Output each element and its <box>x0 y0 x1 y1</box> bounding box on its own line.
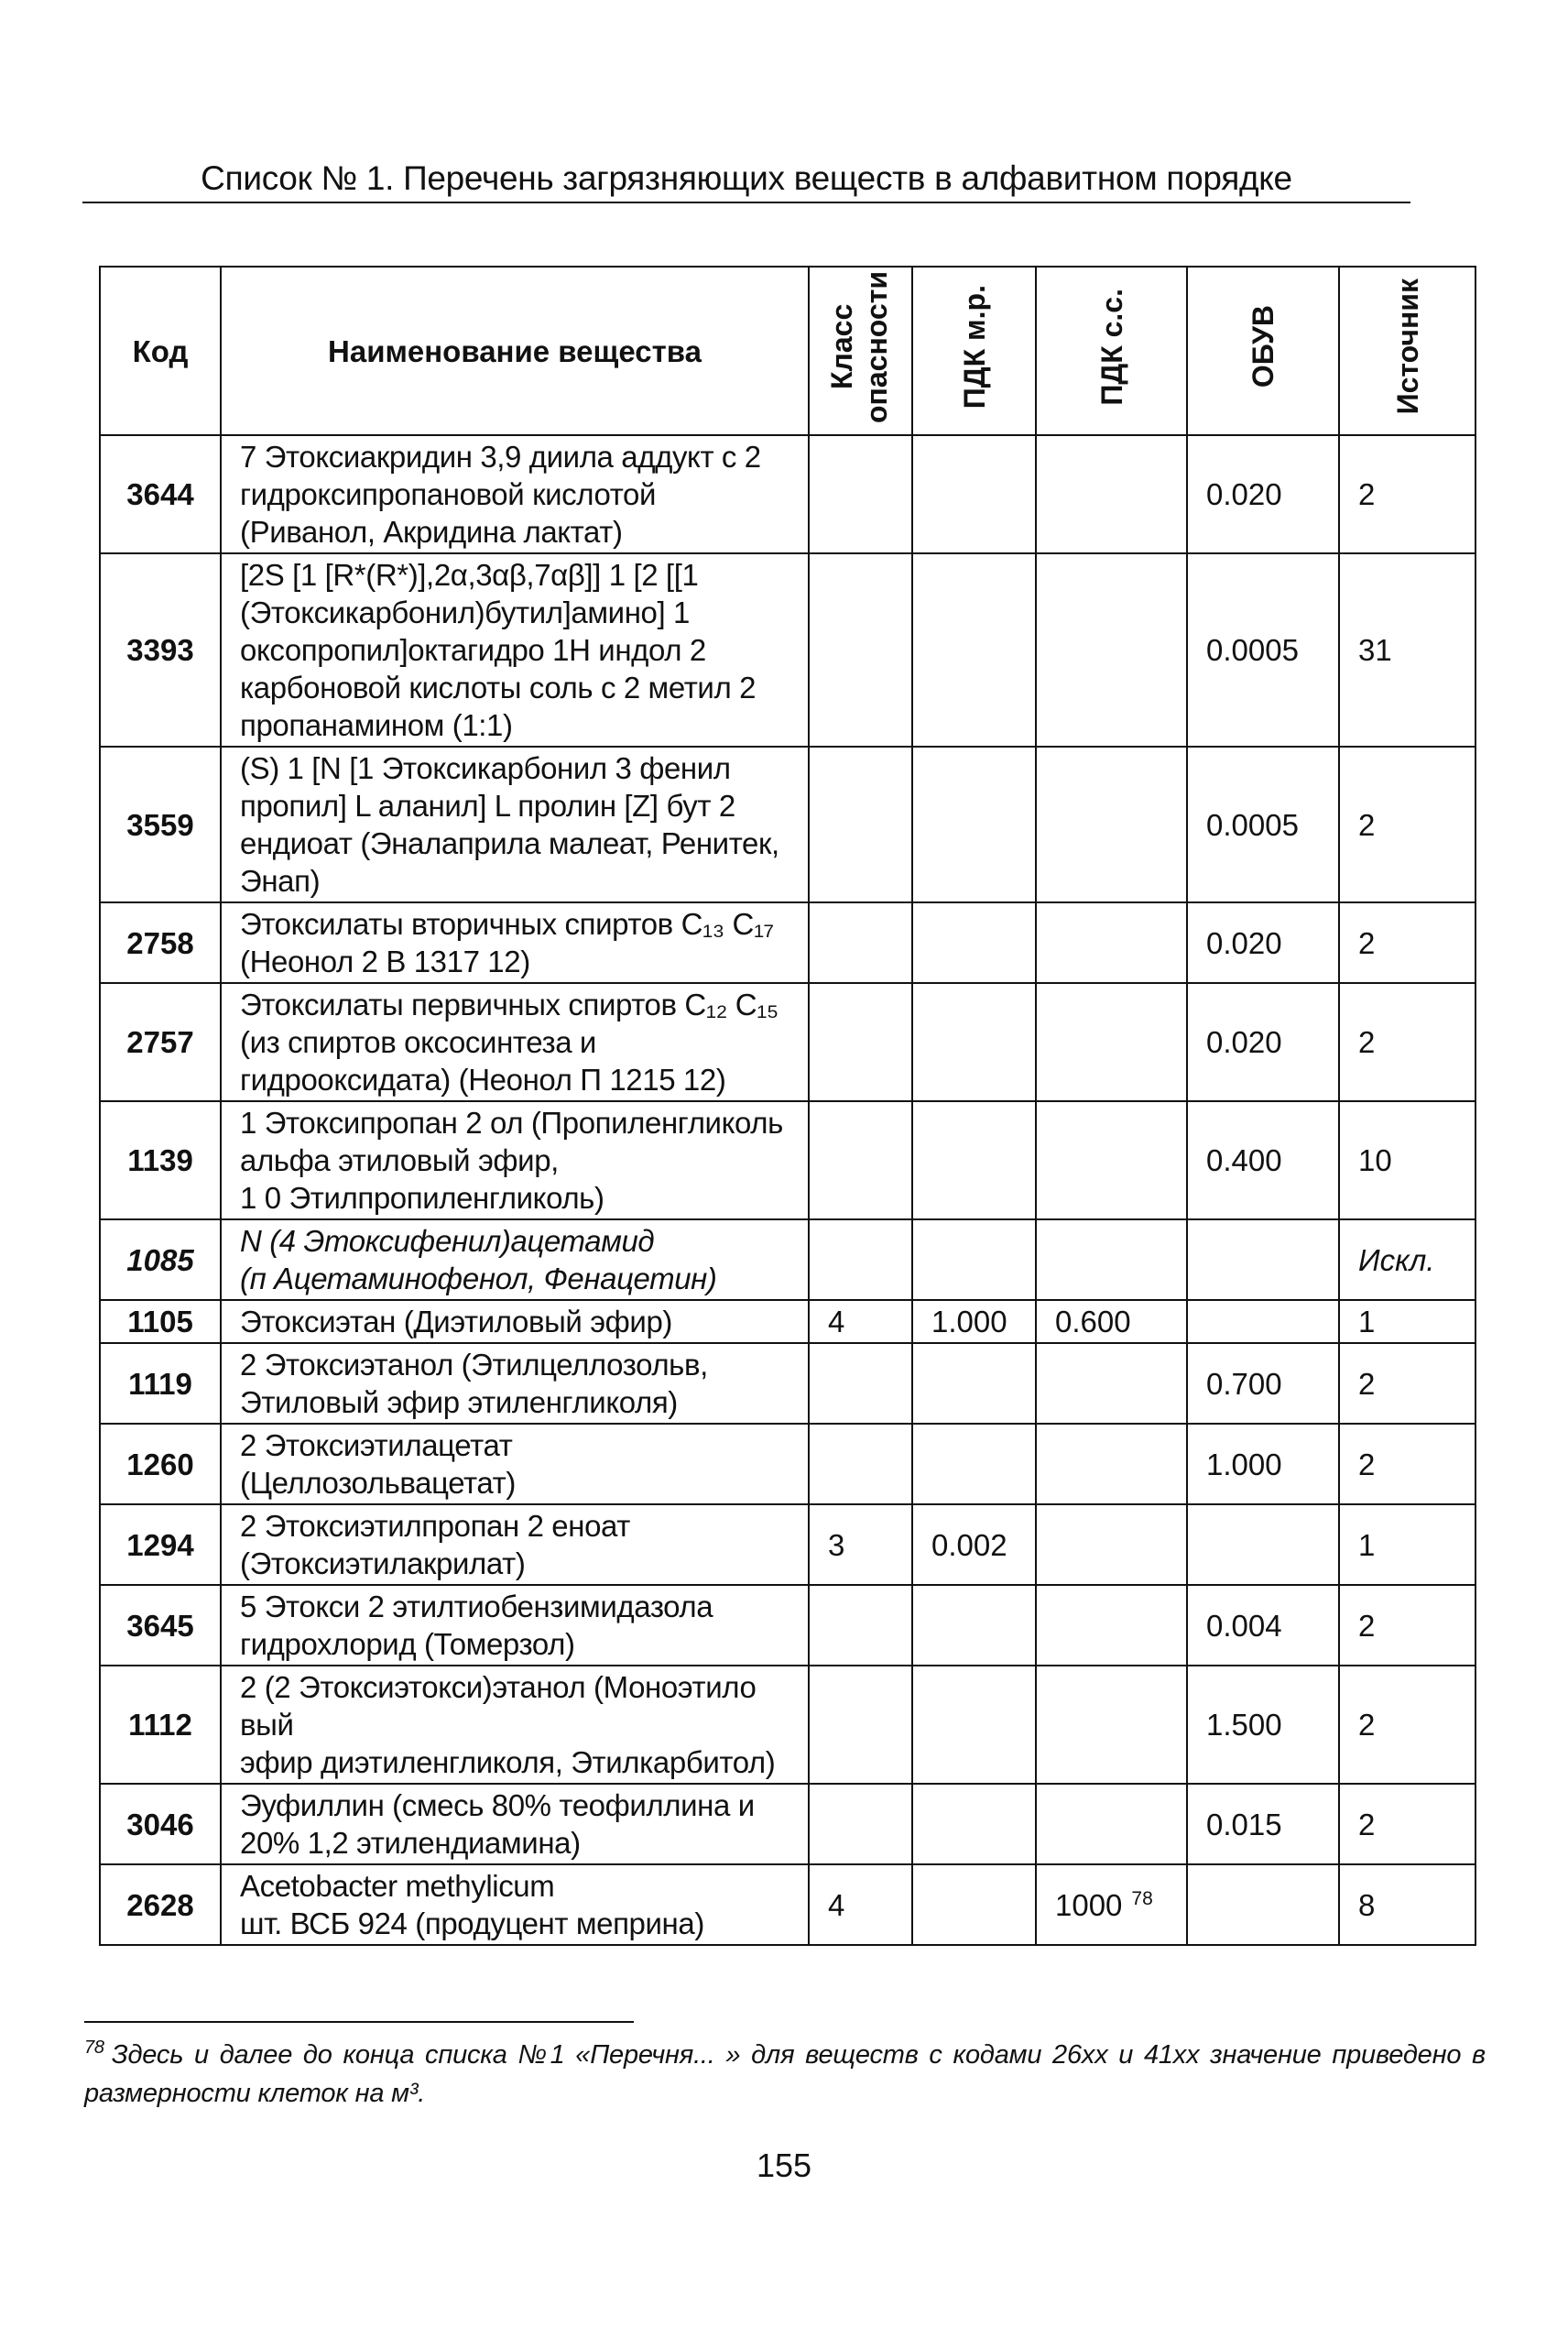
cell-name-line: Acetobacter methylicum <box>240 1869 555 1903</box>
cell-hazard-class <box>809 1424 912 1504</box>
cell-name <box>221 1585 809 1666</box>
cell-source <box>1339 1300 1475 1343</box>
header-obuv <box>1187 267 1339 435</box>
table-row <box>100 1784 1475 1864</box>
cell-value: 0.600 <box>1055 1305 1131 1338</box>
cell-value: 1.000 <box>931 1305 1007 1338</box>
page-title: Список № 1. Перечень загрязняющих веществ в алфавитном порядке <box>201 159 1292 197</box>
table-row <box>100 983 1475 1101</box>
cell-value: 8 <box>1358 1887 1376 1922</box>
cell-obuv <box>1187 1343 1339 1424</box>
cell-pdk-ss <box>1036 435 1187 553</box>
cell-name-line: (Этоксикарбонил)бутил]амино] 1 <box>240 595 690 629</box>
cell-obuv <box>1187 1300 1339 1343</box>
page-number: 155 <box>756 2147 812 2184</box>
cell-pdk-mr <box>912 1504 1036 1585</box>
cell-name-line: Энап) <box>240 864 321 898</box>
table-row <box>100 553 1475 747</box>
cell-hazard-class <box>809 1585 912 1666</box>
cell-value: 2 <box>1358 807 1376 842</box>
cell-obuv <box>1187 1585 1339 1666</box>
cell-code: 3644 <box>100 435 221 553</box>
cell-value: 2 <box>1358 1025 1376 1059</box>
cell-name-line: 2 Этоксиэтилацетат (Целлозольвацетат) <box>240 1428 516 1500</box>
cell-source <box>1339 983 1475 1101</box>
cell-pdk-ss <box>1036 1343 1187 1424</box>
cell-name <box>221 553 809 747</box>
cell-name <box>221 435 809 553</box>
cell-name <box>221 1343 809 1424</box>
header-hazard-class-label: Класс опасности <box>824 270 893 423</box>
cell-pdk-ss <box>1036 1864 1187 1945</box>
cell-obuv <box>1187 983 1339 1101</box>
cell-obuv <box>1187 1101 1339 1219</box>
cell-name-line: 20% 1,2 этилендиамина) <box>240 1826 581 1860</box>
table-header-row <box>100 267 1475 435</box>
cell-value: 0.0005 <box>1206 633 1299 667</box>
cell-value: 0.020 <box>1206 925 1282 960</box>
cell-pdk-ss <box>1036 1666 1187 1784</box>
table-row <box>100 1585 1475 1666</box>
cell-hazard-class <box>809 1784 912 1864</box>
header-code: Код <box>100 267 221 435</box>
cell-name-line: N (4 Этоксифенил)ацетамид <box>240 1224 655 1258</box>
table-row <box>100 747 1475 902</box>
cell-name-line: Этоксилаты вторичных спиртов C₁₃ C₁₇ <box>240 907 774 941</box>
cell-value: 3 <box>828 1527 845 1562</box>
cell-name-line: гидроксипропановой кислотой <box>240 477 657 511</box>
cell-pdk-mr <box>912 1219 1036 1300</box>
table-row <box>100 1864 1475 1945</box>
cell-hazard-class <box>809 1343 912 1424</box>
table-row <box>100 435 1475 553</box>
cell-name-line: 1 0 Этилпропиленгликоль) <box>240 1181 604 1215</box>
cell-value: 4 <box>828 1887 845 1922</box>
cell-pdk-mr <box>912 1585 1036 1666</box>
cell-code: 1112 <box>100 1666 221 1784</box>
cell-obuv <box>1187 747 1339 902</box>
cell-name-line: оксопропил]октагидро 1H индол 2 <box>240 633 706 667</box>
cell-name <box>221 1504 809 1585</box>
cell-source <box>1339 1666 1475 1784</box>
cell-hazard-class <box>809 1300 912 1343</box>
cell-value: 0.400 <box>1206 1143 1282 1177</box>
table-row <box>100 1300 1475 1343</box>
header-hazard-class <box>809 267 912 435</box>
cell-value: 2 <box>1358 1807 1376 1841</box>
cell-pdk-mr <box>912 902 1036 983</box>
cell-source <box>1339 747 1475 902</box>
cell-code: 1085 <box>100 1219 221 1300</box>
cell-code: 1294 <box>100 1504 221 1585</box>
table-row <box>100 1424 1475 1504</box>
cell-pdk-ss <box>1036 1585 1187 1666</box>
header-pdk-mr-label: ПДК м.р. <box>957 284 991 410</box>
cell-value: 4 <box>828 1305 845 1338</box>
cell-pdk-mr <box>912 1101 1036 1219</box>
header-source-label: Источник <box>1390 279 1424 415</box>
cell-name-line: (Риванол, Акридина лактат) <box>240 515 623 549</box>
cell-name <box>221 1666 809 1784</box>
footnote-mark: 78 <box>84 2037 104 2058</box>
cell-pdk-ss <box>1036 902 1187 983</box>
table-row <box>100 1504 1475 1585</box>
cell-code: 3393 <box>100 553 221 747</box>
cell-name <box>221 983 809 1101</box>
header-source <box>1339 267 1475 435</box>
cell-name-line: пропанамином (1:1) <box>240 708 513 742</box>
cell-obuv <box>1187 1504 1339 1585</box>
cell-value: 0.700 <box>1206 1366 1282 1401</box>
cell-name <box>221 1300 809 1343</box>
cell-name <box>221 1219 809 1300</box>
cell-hazard-class <box>809 902 912 983</box>
cell-value: 2 <box>1358 1708 1376 1742</box>
cell-name-line: шт. ВСБ 924 (продуцент меприна) <box>240 1906 704 1940</box>
cell-name-line: гидрохлорид (Томерзол) <box>240 1627 575 1661</box>
cell-value: 2 <box>1358 1608 1376 1643</box>
cell-pdk-mr <box>912 1666 1036 1784</box>
cell-pdk-mr <box>912 1424 1036 1504</box>
cell-value: 1000 <box>1055 1887 1123 1922</box>
footnote-reference: 78 <box>1131 1887 1153 1909</box>
cell-name-line: ендиоат (Эналаприла малеат, Ренитек, <box>240 826 779 860</box>
title-divider <box>82 202 1410 203</box>
header-pdk-ss-label: ПДК с.с. <box>1094 288 1128 406</box>
header-pdk-mr <box>912 267 1036 435</box>
cell-pdk-ss <box>1036 553 1187 747</box>
cell-source <box>1339 1784 1475 1864</box>
cell-code: 1139 <box>100 1101 221 1219</box>
cell-obuv <box>1187 1424 1339 1504</box>
cell-hazard-class <box>809 747 912 902</box>
cell-name-line: 7 Этоксиакридин 3,9 диила аддукт с 2 <box>240 440 761 474</box>
cell-source <box>1339 1219 1475 1300</box>
cell-pdk-mr <box>912 747 1036 902</box>
cell-obuv <box>1187 902 1339 983</box>
cell-value: 31 <box>1358 633 1392 667</box>
cell-name-line: 2 Этоксиэтилпропан 2 еноат <box>240 1509 630 1543</box>
cell-hazard-class <box>809 1666 912 1784</box>
cell-code: 3645 <box>100 1585 221 1666</box>
table-row <box>100 902 1475 983</box>
cell-source <box>1339 1864 1475 1945</box>
cell-obuv <box>1187 1219 1339 1300</box>
cell-hazard-class <box>809 983 912 1101</box>
cell-value: 2 <box>1358 925 1376 960</box>
header-name: Наименование вещества <box>221 267 809 435</box>
cell-pdk-mr <box>912 1343 1036 1424</box>
cell-hazard-class <box>809 435 912 553</box>
cell-value: 1.000 <box>1206 1447 1282 1481</box>
cell-name-line: [2S [1 [R*(R*)],2α,3αβ,7αβ]] 1 [2 [[1 <box>240 558 699 592</box>
table-row <box>100 1343 1475 1424</box>
cell-value: 0.020 <box>1206 1025 1282 1059</box>
cell-source <box>1339 1504 1475 1585</box>
cell-value: 0.020 <box>1206 477 1282 511</box>
table-body <box>100 435 1475 1945</box>
header-pdk-ss <box>1036 267 1187 435</box>
cell-hazard-class <box>809 1219 912 1300</box>
cell-pdk-mr <box>912 1300 1036 1343</box>
substances-table <box>99 266 1476 1946</box>
cell-name <box>221 1424 809 1504</box>
cell-code: 2758 <box>100 902 221 983</box>
cell-value: 1 <box>1358 1305 1376 1338</box>
cell-name <box>221 1864 809 1945</box>
cell-pdk-mr <box>912 1864 1036 1945</box>
footnote-text: Здесь и далее до конца списка №1 «Перечня... » для веществ с кодами 26xx и 41xx значение приведено в размерности клеток на м³. <box>84 2040 1486 2108</box>
cell-pdk-ss <box>1036 1219 1187 1300</box>
cell-name-line: (Этоксиэтилакрилат) <box>240 1546 526 1580</box>
cell-pdk-mr <box>912 435 1036 553</box>
cell-name-line: 2 (2 Этоксиэтокси)этанол (Моноэтило вый <box>240 1670 757 1742</box>
cell-value: 0.004 <box>1206 1608 1282 1643</box>
cell-code: 1119 <box>100 1343 221 1424</box>
cell-hazard-class <box>809 1101 912 1219</box>
cell-pdk-ss <box>1036 1784 1187 1864</box>
cell-value: 2 <box>1358 477 1376 511</box>
cell-hazard-class <box>809 1864 912 1945</box>
table-row <box>100 1101 1475 1219</box>
cell-name-line: Этоксиэтан (Диэтиловый эфир) <box>240 1305 672 1338</box>
cell-pdk-mr <box>912 553 1036 747</box>
cell-pdk-mr <box>912 983 1036 1101</box>
cell-source <box>1339 553 1475 747</box>
cell-name-line: Этоксилаты первичных спиртов C₁₂ C₁₅ <box>240 988 779 1021</box>
cell-code: 3559 <box>100 747 221 902</box>
cell-source <box>1339 1424 1475 1504</box>
cell-obuv <box>1187 435 1339 553</box>
footnote-divider <box>84 2021 634 2023</box>
cell-code: 1260 <box>100 1424 221 1504</box>
cell-name-line: (п Ацетаминофенол, Фенацетин) <box>240 1262 717 1295</box>
footnote <box>84 2036 1486 2113</box>
cell-name-line: 1 Этоксипропан 2 ол (Пропиленгликоль <box>240 1106 783 1140</box>
cell-code: 2757 <box>100 983 221 1101</box>
cell-pdk-ss <box>1036 1300 1187 1343</box>
cell-obuv <box>1187 1666 1339 1784</box>
cell-code: 3046 <box>100 1784 221 1864</box>
cell-code: 2628 <box>100 1864 221 1945</box>
header-obuv-label: ОБУВ <box>1247 305 1279 388</box>
cell-value: 2 <box>1358 1366 1376 1401</box>
cell-value: 1.500 <box>1206 1708 1282 1742</box>
cell-value: 0.0005 <box>1206 807 1299 842</box>
cell-value: 1 <box>1358 1527 1376 1562</box>
cell-name-line: Эуфиллин (смесь 80% теофиллина и <box>240 1788 755 1822</box>
cell-name-line: эфир диэтиленгликоля, Этилкарбитол) <box>240 1745 776 1779</box>
cell-obuv <box>1187 1864 1339 1945</box>
cell-source <box>1339 1343 1475 1424</box>
cell-name-line: (Неонол 2 В 1317 12) <box>240 945 530 978</box>
cell-name-line: (S) 1 [N [1 Этоксикарбонил 3 фенил <box>240 751 731 785</box>
cell-name-line: 5 Этокси 2 этилтиобензимидазола <box>240 1590 713 1623</box>
cell-value: Искл. <box>1358 1242 1435 1277</box>
cell-pdk-ss <box>1036 1101 1187 1219</box>
cell-pdk-ss <box>1036 747 1187 902</box>
cell-name-line: карбоновой кислоты соль с 2 метил 2 <box>240 671 757 705</box>
cell-value: 0.002 <box>931 1527 1007 1562</box>
cell-value: 2 <box>1358 1447 1376 1481</box>
cell-source <box>1339 902 1475 983</box>
cell-source <box>1339 1585 1475 1666</box>
cell-name <box>221 1101 809 1219</box>
cell-name <box>221 747 809 902</box>
cell-name-line: гидрооксидата) (Неонол П 1215 12) <box>240 1063 726 1097</box>
table-row <box>100 1219 1475 1300</box>
cell-hazard-class <box>809 1504 912 1585</box>
cell-name-line: Этиловый эфир этиленгликоля) <box>240 1385 678 1419</box>
cell-name-line: (из спиртов оксосинтеза и <box>240 1025 596 1059</box>
cell-name-line: 2 Этоксиэтанол (Этилцеллозольв, <box>240 1348 708 1382</box>
cell-hazard-class <box>809 553 912 747</box>
cell-name <box>221 902 809 983</box>
cell-name-line: альфа этиловый эфир, <box>240 1143 559 1177</box>
cell-pdk-ss <box>1036 1424 1187 1504</box>
cell-code: 1105 <box>100 1300 221 1343</box>
cell-obuv <box>1187 1784 1339 1864</box>
cell-pdk-ss <box>1036 1504 1187 1585</box>
cell-obuv <box>1187 553 1339 747</box>
cell-source <box>1339 1101 1475 1219</box>
cell-source <box>1339 435 1475 553</box>
cell-value: 10 <box>1358 1143 1392 1177</box>
cell-pdk-mr <box>912 1784 1036 1864</box>
cell-value: 0.015 <box>1206 1807 1282 1841</box>
cell-pdk-ss <box>1036 983 1187 1101</box>
cell-name-line: пропил] L аланил] L пролин [Z] бут 2 <box>240 789 735 823</box>
table-row <box>100 1666 1475 1784</box>
cell-name <box>221 1784 809 1864</box>
